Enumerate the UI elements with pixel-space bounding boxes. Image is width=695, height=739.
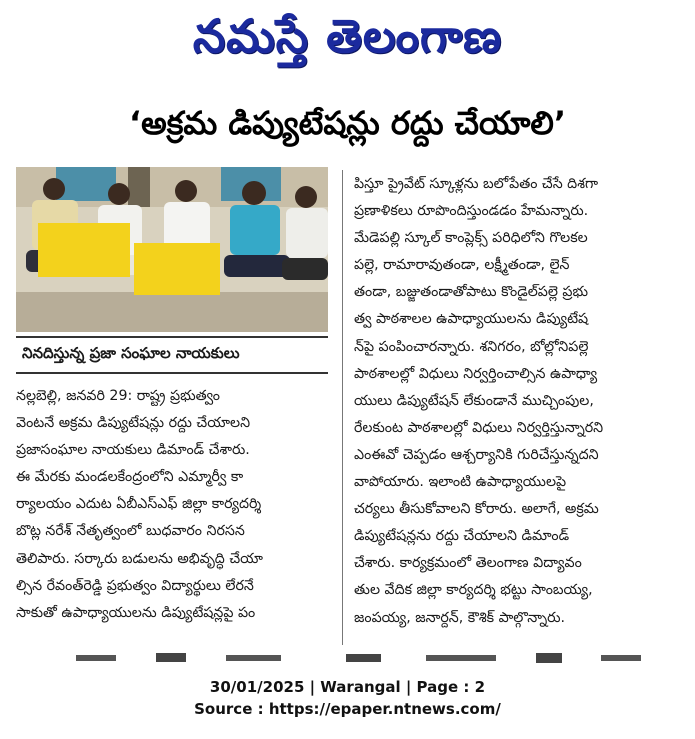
protest-placard: [38, 223, 130, 277]
text-line: ప్రణాళికలు రూపొందిస్తుండడం హేమన్నారు.: [354, 203, 589, 220]
text-line: త్వ పాఠశాలల ఉపాధ్యాయులను డిప్యుటేష: [354, 311, 589, 328]
news-photo: [16, 167, 328, 332]
text-line: చేశారు. కార్యక్రమంలో తెలంగాణ విద్యావం: [354, 555, 582, 572]
source-link[interactable]: Source : https://epaper.ntnews.com/: [194, 700, 501, 718]
protest-placard: [134, 243, 220, 295]
text-line: వాపోయారు. ఇలాంటి ఉపాధ్యాయులపై: [354, 474, 567, 491]
text-line: బొట్ల నరేశ్ నేతృత్వంలో బుధవారం నిరసన: [16, 523, 245, 540]
text-line: తెలిపారు. సర్కారు బడులను అభివృద్ధి చేయా: [16, 550, 263, 567]
text-line: ర్యాలయం ఎదుట ఏబీఎస్‌ఎఫ్ జిల్లా కార్యదర్శి: [16, 496, 262, 513]
text-line: చర్యలు తీసుకోవాలని కోరారు. అలాగే, అక్రమ: [354, 501, 599, 518]
clipped-text-fragments: [16, 651, 686, 664]
text-line: వెంటనే అక్రమ డిప్యుటేషన్లు రద్దు చేయాలని: [16, 415, 251, 432]
article-headline: [0, 96, 695, 158]
text-line: డిప్యుటేషన్లను రద్దు చేయాలని డిమాండ్: [354, 528, 570, 545]
photo-caption: నినదిస్తున్న ప్రజా సంఘాల నాయకులు: [16, 336, 328, 374]
protest-photo-illustration: [16, 167, 328, 332]
page-footer: [0, 676, 695, 720]
masthead: [0, 0, 695, 84]
text-line: పిస్తూ ప్రైవేట్ స్కూళ్లను బలోపేతం చేసే దిశగా: [354, 176, 599, 192]
text-line: జంపయ్య, జనార్దన్, కౌశిక్ పాల్గొన్నారు.: [354, 609, 566, 626]
edition-info: 30/01/2025 | Warangal | Page : 2: [209, 678, 486, 696]
text-line: ఎంఈవో చెప్పడం ఆశ్చర్యానికి గురిచేస్తున్నదని: [354, 446, 599, 463]
text-line: ల్సిన రేవంత్‌రెడ్డి ప్రభుత్వం విద్యార్థులు లేరనే: [16, 577, 254, 594]
newspaper-logo: నమస్తే తెలంగాణ: [192, 9, 503, 63]
text-line: తండా, బజ్జుతండాతోపాటు కొండైల్‌పల్లె ప్రభు: [354, 284, 589, 301]
article-column-left: [16, 383, 334, 627]
text-line: న్‌పై పంపించారన్నారు. శనిగరం, బోల్లోనిపల్లె: [354, 338, 589, 355]
text-line: సాకుతో ఉపాధ్యాయులను డిప్యుటేషన్లపై పం: [16, 604, 256, 621]
text-line: ఈ మేరకు మండలకేంద్రంలోని ఎమ్మార్వీ కా: [16, 469, 244, 486]
text-line: పల్లె, రామారావుతండా, లక్ష్మీతండా, లైన్: [354, 257, 570, 274]
text-line: పాఠశాలల్లో విధులు నిర్వర్తించాల్సిన ఉపాధ్యా: [354, 365, 598, 382]
text-line: యులు డిప్యుటేషన్ లేకుండానే ముచ్చింపుల,: [354, 392, 594, 409]
text-line: ప్రజాసంఘాల నాయకులు డిమాండ్ చేశారు.: [16, 442, 250, 459]
headline-text: ‘అక్రమ డిప్యుటేషన్లు రద్దు చేయాలి’: [128, 104, 567, 142]
text-line: మేడెపల్లి స్కూల్ కాంప్లెక్స్ పరిధిలోని గొలకల: [354, 230, 588, 247]
clipped-next-article-edge: [16, 650, 686, 664]
column-divider: [342, 170, 343, 645]
text-line: తుల వేదిక జిల్లా కార్యదర్శి భట్టు సాంబయ్య,: [354, 582, 593, 599]
text-line: రేలకుంట పాఠశాలల్లో విధులు నిర్వర్తిస్తున్నారని: [354, 419, 604, 436]
article-column-right: [354, 171, 682, 632]
text-line: నల్లబెల్లి, జనవరి 29: రాష్ట్ర ప్రభుత్వం: [16, 388, 220, 404]
